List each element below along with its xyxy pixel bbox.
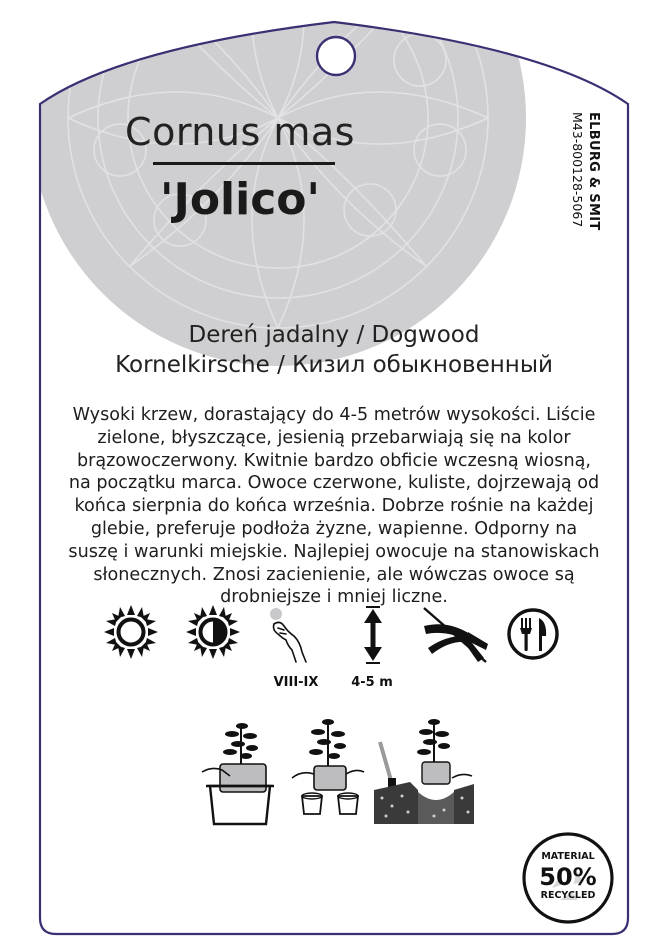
description-line: Wysoki krzew, dorastający do 4-5 metrów wysokości. Liście <box>72 405 596 425</box>
product-code: M43-800128-5067 <box>570 112 585 228</box>
description-line: na początku marca. Owoce czerwone, kuliste, dojrzewają od <box>68 473 600 494</box>
description-line: słonecznych. Znosi zacienienie, ale wówczas owoce są <box>93 564 575 585</box>
recycled-material-badge <box>520 830 616 926</box>
description-line: brązowoczerwony. Kwitnie bardzo obficie wczesną wiosną, <box>76 450 592 471</box>
description-line: suszę i warunki miejskie. Najlepiej owocuje na stanowiskach <box>68 541 600 562</box>
partial-shade-icon <box>186 605 240 659</box>
badge-top-text: MATERIAL <box>541 851 595 862</box>
hang-hole <box>317 37 355 75</box>
description-line: końca sierpnia do końca września. Dobrze rośnie na każdej <box>74 496 594 517</box>
height-arrow-icon <box>358 605 388 665</box>
edible-icon <box>505 606 561 662</box>
cultivar-name: 'Jolico' <box>159 174 320 225</box>
description <box>58 404 610 609</box>
latin-name: Cornus mas <box>125 110 355 154</box>
brand-name: ELBURG & SMIT <box>586 112 601 231</box>
loosen-roots-icon <box>288 712 370 828</box>
common-names-line-2: Kornelkirsche / Кизил обыкновенный <box>115 352 553 378</box>
no-pruning-icon <box>418 604 490 666</box>
common-names-line-1: Dereń jadalny / Dogwood <box>188 322 480 348</box>
harvest-caption: VIII-IX <box>273 675 319 690</box>
height-caption: 4-5 m <box>351 675 393 690</box>
harvest-hand-icon <box>266 606 310 666</box>
description-line: glebie, preferuje podłoża żyzne, wapienne. Odporny na <box>90 518 578 539</box>
badge-bottom-text: RECYCLED <box>540 890 596 901</box>
description-line: drobniejsze i mniej liczne. <box>220 587 448 608</box>
full-sun-icon <box>104 605 158 659</box>
title-divider <box>153 162 335 165</box>
plant-in-hole-icon <box>374 712 474 828</box>
description-line: zielone, błyszczące, jesienią przebarwiają się na kolor <box>97 427 571 448</box>
remove-pot-icon <box>200 712 280 828</box>
badge-percent: 50% <box>539 863 597 891</box>
